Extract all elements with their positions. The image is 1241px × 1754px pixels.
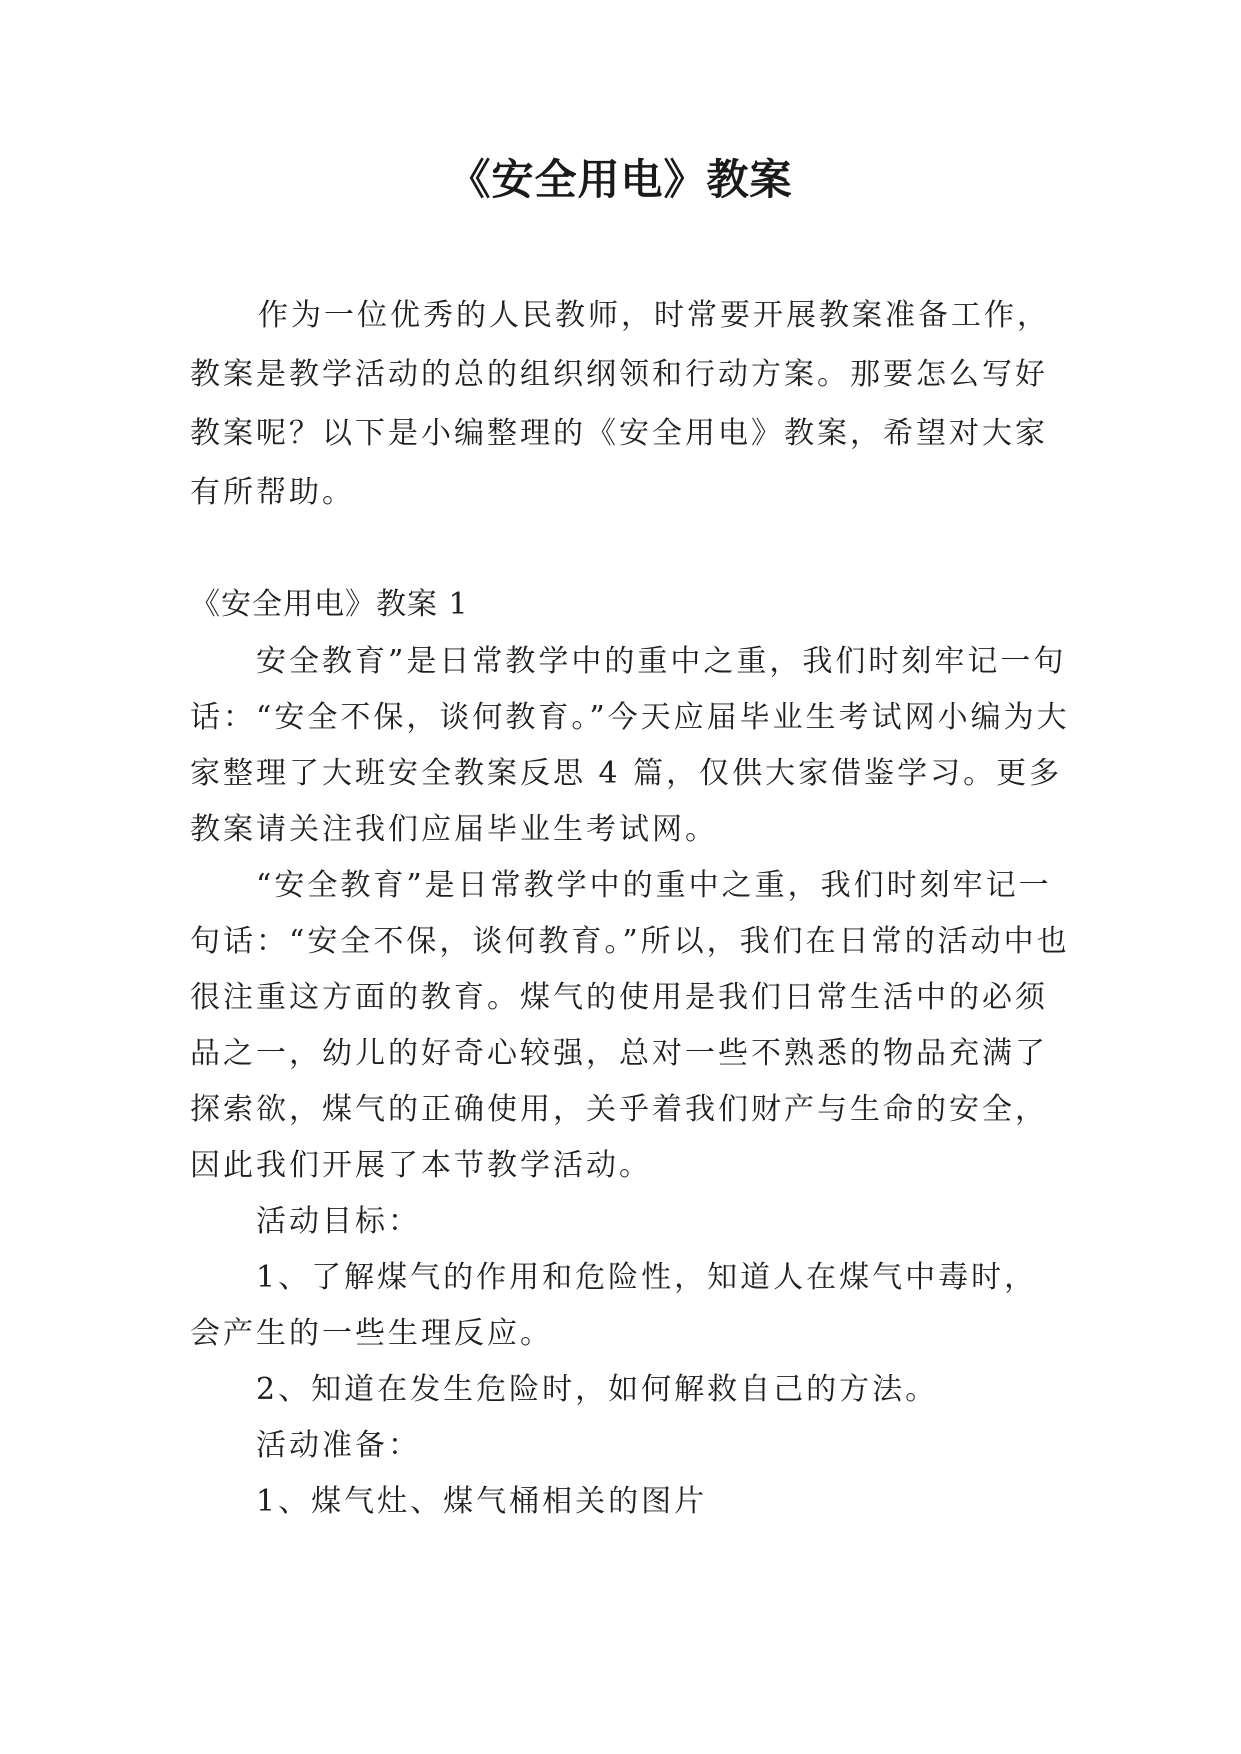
section-heading: 《安全用电》教案 1 <box>190 587 469 622</box>
intro-paragraph: 作为一位优秀的人民教师，时常要开展教案准备工作，教案是教学活动的总的组织纲领和行动方案。那要怎么写好教案呢？以下是小编整理的《安全用电》教案，希望对大家有所帮助。 <box>190 298 1050 510</box>
list-item: 1、了解煤气的作用和危险性，知道人在煤气中毒时，会产生的一些生理反应。 <box>190 1260 1038 1351</box>
list-item: 1、煤气灶、煤气桶相关的图片 <box>256 1484 708 1519</box>
list-item: 2、知道在发生危险时，如何解救自己的方法。 <box>256 1372 939 1407</box>
subheading-activity-goals: 活动目标： <box>256 1204 421 1239</box>
subheading-activity-prep: 活动准备： <box>256 1428 421 1463</box>
document-title: 《安全用电》教案 <box>448 155 793 204</box>
body-paragraph: 安全教育”是日常教学中的重中之重，我们时刻牢记一句话：“安全不保，谈何教育。”今天应届毕业生考试网小编为大家整理了大班安全教案反思 4 篇，仅供大家借鉴学习。更多教案请关注我们应届毕业生考试网。 <box>190 644 1070 847</box>
body-paragraph: “安全教育”是日常教学中的重中之重，我们时刻牢记一句话：“安全不保，谈何教育。”所以，我们在日常的活动中也很注重这方面的教育。煤气的使用是我们日常生活中的必须品之一，幼儿的好奇心较强，总对一些不熟悉的物品充满了探索欲，煤气的正确使用，关乎着我们财产与生命的安全，因此我们开展了本节教学活动。 <box>190 868 1070 1183</box>
lesson-plan-section <box>190 576 1070 1530</box>
